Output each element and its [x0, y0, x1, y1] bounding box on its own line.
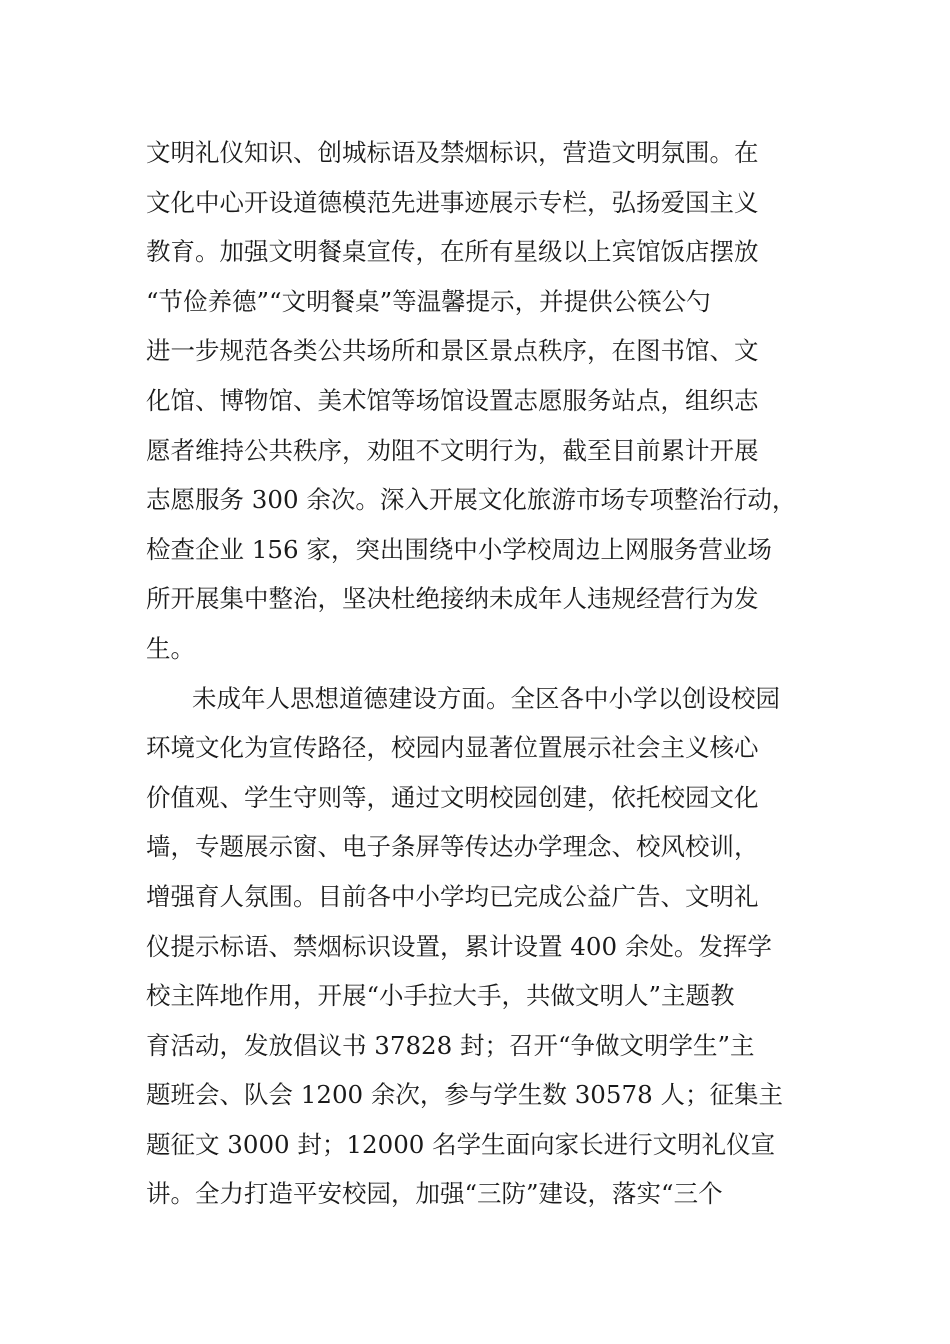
text-line: 进一步规范各类公共场所和景区景点秩序，在图书馆、文 — [146, 336, 759, 366]
text-line: 所开展集中整治，坚决杜绝接纳未成年人违规经营行为发 — [146, 584, 759, 614]
text-line: 校主阵地作用，开展“小手拉大手，共做文明人”主题教 — [146, 981, 735, 1011]
text-line: 育活动，发放倡议书 37828 封；召开“争做文明学生”主 — [146, 1030, 755, 1060]
text-line: 化馆、博物馆、美术馆等场馆设置志愿服务站点，组织志 — [146, 385, 759, 415]
text-line: “节俭养德”“文明餐桌”等温馨提示，并提供公筷公勺 — [146, 286, 711, 316]
text-line: 讲。全力打造平安校园，加强“三防”建设，落实“三个 — [146, 1179, 723, 1209]
text-line: 愿者维持公共秩序，劝阻不文明行为，截至目前累计开展 — [146, 435, 759, 465]
text-line: 价值观、学生守则等，通过文明校园创建，依托校园文化 — [146, 782, 759, 812]
text-line: 题征文 3000 封；12000 名学生面向家长进行文明礼仪宣 — [146, 1129, 776, 1159]
paragraph-start-line: 未成年人思想道德建设方面。全区各中小学以创设校园 — [192, 683, 780, 713]
text-line: 环境文化为宣传路径，校园内显著位置展示社会主义核心 — [146, 733, 759, 763]
text-line: 文明礼仪知识、创城标语及禁烟标识，营造文明氛围。在 — [146, 138, 759, 167]
document-body — [146, 128, 826, 1219]
text-line: 墙，专题展示窗、电子条屏等传达办学理念、校风校训， — [146, 832, 759, 862]
text-line: 志愿服务 300 余次。深入开展文化旅游市场专项整治行动， — [146, 485, 797, 515]
text-line: 题班会、队会 1200 余次，参与学生数 30578 人；征集主 — [146, 1080, 783, 1110]
text-line: 仪提示标语、禁烟标识设置，累计设置 400 余处。发挥学 — [146, 931, 772, 961]
text-line: 教育。加强文明餐桌宣传，在所有星级以上宾馆饭店摆放 — [146, 237, 759, 267]
text-line: 增强育人氛围。目前各中小学均已完成公益广告、文明礼 — [146, 881, 759, 911]
text-line: 生。 — [146, 633, 195, 663]
text-line: 文化中心开设道德模范先进事迹展示专栏，弘扬爱国主义 — [146, 187, 759, 217]
text-line: 检查企业 156 家，突出围绕中小学校周边上网服务营业场 — [146, 534, 772, 564]
